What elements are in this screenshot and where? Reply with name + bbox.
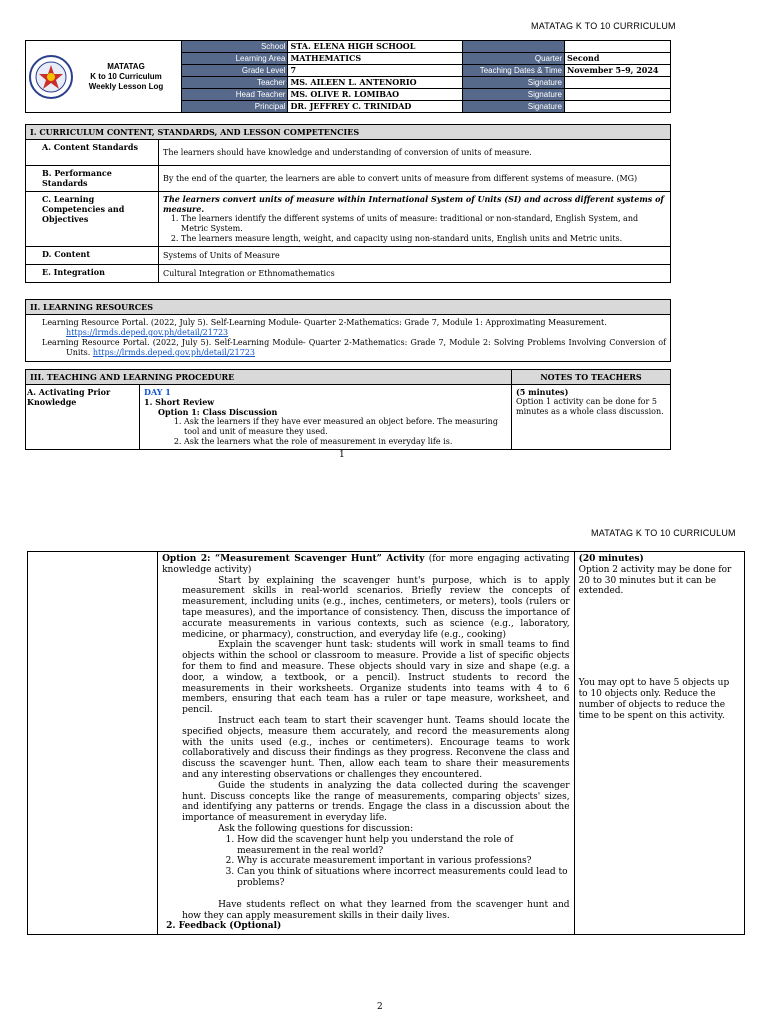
learning-area-label: Learning Area xyxy=(182,53,288,65)
resource-2 xyxy=(42,338,666,358)
day1-cell xyxy=(140,385,512,450)
note-time-page-2: (20 minutes) xyxy=(578,554,644,564)
teacher-label: Teacher xyxy=(182,77,288,89)
short-review-heading: 1. Short Review xyxy=(144,397,215,407)
principal-signature-field[interactable] xyxy=(564,101,670,113)
teacher-signature-label: Signature xyxy=(463,77,565,89)
page-number-2: 2 xyxy=(377,1002,383,1012)
activating-prior-knowledge-label: A. Activating Prior Knowledge xyxy=(26,385,140,450)
dates-label: Teaching Dates & Time xyxy=(463,65,565,77)
note-text-2: You may opt to have 5 objects up to 10 objects only. Reduce the number of objects to reduce the time to be spent on this activity. xyxy=(578,678,730,721)
teacher-signature-field[interactable] xyxy=(564,77,670,89)
performance-standards-label: B. Performance Standards xyxy=(26,166,159,192)
teacher-value: MS. AILEEN L. ANTENORIO xyxy=(288,77,463,89)
question-item: 1. How did the scavenger hunt help you understand the role of measurement in the real world? xyxy=(237,835,569,857)
resource-1-link[interactable]: https://lrmds.deped.gov.ph/detail/21723 xyxy=(66,328,229,337)
option-1-item: 2. Ask the learners what the role of measurement in everyday life is. xyxy=(184,437,507,447)
quarter-value: Second xyxy=(564,53,670,65)
paragraph: Guide the students in analyzing the data collected during the scavenger hunt. Discuss concepts like the range of measurements, comparing objects' sizes, and identifying any patterns or trends. Engage the class in a discussion about the importance of measurement in everyday life. xyxy=(182,780,570,824)
question-item: 2. Why is accurate measurement important in various professions? xyxy=(237,856,569,867)
logo-title-cell xyxy=(26,41,182,113)
page-2-table xyxy=(27,551,745,935)
school-label: School xyxy=(182,41,288,53)
notes-cell xyxy=(512,385,671,450)
note-time: (5 minutes) xyxy=(516,387,569,397)
content-standards-text: The learners should have knowledge and understanding of conversion of units of measure. xyxy=(159,140,671,166)
school-value: STA. ELENA HIGH SCHOOL xyxy=(288,41,463,53)
principal-signature-label: Signature xyxy=(463,101,565,113)
deped-seal-icon xyxy=(28,54,74,100)
option-2-cell xyxy=(158,552,574,935)
objective-item: 2. The learners measure length, weight, and capacity using non-standard units, English units and Metric units. xyxy=(181,234,666,244)
resource-1 xyxy=(42,318,666,338)
resources-cell xyxy=(26,315,671,362)
performance-standards-text: By the end of the quarter, the learners are able to convert units of measure from different systems of measure. (MG) xyxy=(159,166,671,192)
objective-item: 1. The learners identify the different systems of units of measure: traditional or non-standard, English System, and Metric System. xyxy=(181,214,666,234)
title-weekly-log: Weekly Lesson Log xyxy=(88,81,164,91)
resource-2-link[interactable]: https://lrmds.deped.gov.ph/detail/21723 xyxy=(92,348,256,357)
principal-label: Principal xyxy=(182,101,288,113)
note-text-1: Option 2 activity may be done for 20 to 30 minutes but it can be extended. xyxy=(578,564,732,597)
head-teacher-value: MS. OLIVE R. LOMIBAO xyxy=(288,89,463,101)
resource-2-text: Learning Resource Portal. (2022, July 5). Self-Learning Module- Quarter 2-Mathematics: Grade 7, Module 2: Solving Problems Involving Conversion of Units. xyxy=(42,338,666,357)
grade-level-value: 7 xyxy=(288,65,463,77)
section-3-title: III. TEACHING AND LEARNING PROCEDURE xyxy=(26,370,512,385)
notes-cell-page-2 xyxy=(574,552,744,935)
option-2-subtitle: (for more engaging activating knowledge activity) xyxy=(162,554,570,575)
dates-value: November 5–9, 2024 xyxy=(564,65,670,77)
paragraph: Instruct each team to start their scavenger hunt. Teams should locate the specified objects, measure them accurately, and record the measurements along with the units used (e.g., inches or centimeters). Encourage teams to work collaboratively and discuss their findings as they progress. Reconvene the class and discuss the scavenger hunt. Then, allow each team to share their measurements and any interesting observations or challenges they encountered. xyxy=(182,715,570,780)
content-standards-label: A. Content Standards xyxy=(26,140,159,166)
option-1-heading: Option 1: Class Discussion xyxy=(158,407,278,417)
option-1-item: 1. Ask the learners if they have ever measured an object before. The measuring tool and unit of measure they used. xyxy=(184,417,507,437)
notes-to-teachers-title: NOTES TO TEACHERS xyxy=(512,370,671,385)
curriculum-header: MATATAG K TO 10 CURRICULUM xyxy=(531,21,676,31)
curriculum-content-table xyxy=(25,124,671,283)
content-label: D. Content xyxy=(26,247,159,265)
competencies-cell xyxy=(159,192,671,247)
day-label: DAY 1 xyxy=(144,387,171,397)
option-2-title: Option 2: “Measurement Scavenger Hunt” Activity xyxy=(162,554,425,564)
learning-area-value: MATHEMATICS xyxy=(288,53,463,65)
content-text: Systems of Units of Measure xyxy=(159,247,671,265)
grade-level-label: Grade Level xyxy=(182,65,288,77)
paragraph: Explain the scavenger hunt task: students will work in small teams to find objects within the school or classroom to measure. Provide a list of specific objects for them to find and measure. These objects should vary in size and shape (e.g. a door, a window, a textbook, or a pencil). Instruct students to record the measurements in their worksheets. Organize students into teams with 4 to 6 members, ensuring that each team has a ruler or tape measure, worksheet, and pencil. xyxy=(182,640,570,716)
curriculum-header-page-2: MATATAG K TO 10 CURRICULUM xyxy=(591,528,736,538)
title-matatag: MATATAG xyxy=(107,61,145,71)
teaching-procedure-table xyxy=(25,369,671,450)
lesson-log-header-table xyxy=(25,40,671,113)
title-curriculum: K to 10 Curriculum xyxy=(90,71,162,81)
competencies-label: C. Learning Competencies and Objectives xyxy=(26,192,159,247)
principal-value: DR. JEFFREY C. TRINIDAD xyxy=(288,101,463,113)
questions-intro: Ask the following questions for discussion: xyxy=(218,823,414,834)
integration-label: E. Integration xyxy=(26,265,159,283)
section-2-title: II. LEARNING RESOURCES xyxy=(26,300,671,315)
reflect-paragraph: Have students reflect on what they learned from the scavenger hunt and how they can apply measurement skills in their daily lives. xyxy=(182,899,570,921)
paragraph: Start by explaining the scavenger hunt's purpose, which is to apply measurement skills in real-world scenarios. Briefly review the concepts of measurement, including units (e.g., inches, centimeters, or meters), tools (rulers or tape measures), and the importance of consistency. Then, discuss the importance of accurate measurements in various contexts, such as science (e.g., laboratory, medicine, or pharmacy), construction, and everyday life (e.g., cooking) xyxy=(182,575,570,640)
quarter-label: Quarter xyxy=(463,53,565,65)
head-teacher-signature-label: Signature xyxy=(463,89,565,101)
option-2-body xyxy=(162,576,569,922)
integration-text: Cultural Integration or Ethnomathematics xyxy=(159,265,671,283)
option-2-heading xyxy=(162,554,569,576)
blank-value-cell xyxy=(564,41,670,53)
head-teacher-signature-field[interactable] xyxy=(564,89,670,101)
section-1-title: I. CURRICULUM CONTENT, STANDARDS, AND LESSON COMPETENCIES xyxy=(26,125,671,140)
head-teacher-label: Head Teacher xyxy=(182,89,288,101)
page-number-1: 1 xyxy=(339,450,345,460)
blank-label-cell xyxy=(463,41,565,53)
empty-label-cell xyxy=(28,552,158,935)
resource-1-text: Learning Resource Portal. (2022, July 5). Self-Learning Module- Quarter 2-Mathematics: Grade 7, Module 1: Approximating Measurement. xyxy=(42,318,607,327)
competencies-main: The learners convert units of measure within International System of Units (SI) and across different systems of measure. xyxy=(163,194,664,214)
feedback-heading: 2. Feedback (Optional) xyxy=(166,921,282,932)
learning-resources-table xyxy=(25,299,671,362)
note-text: Option 1 activity can be done for 5 minutes as a whole class discussion. xyxy=(516,397,664,416)
question-item: 3. Can you think of situations where incorrect measurements could lead to problems? xyxy=(237,867,569,889)
